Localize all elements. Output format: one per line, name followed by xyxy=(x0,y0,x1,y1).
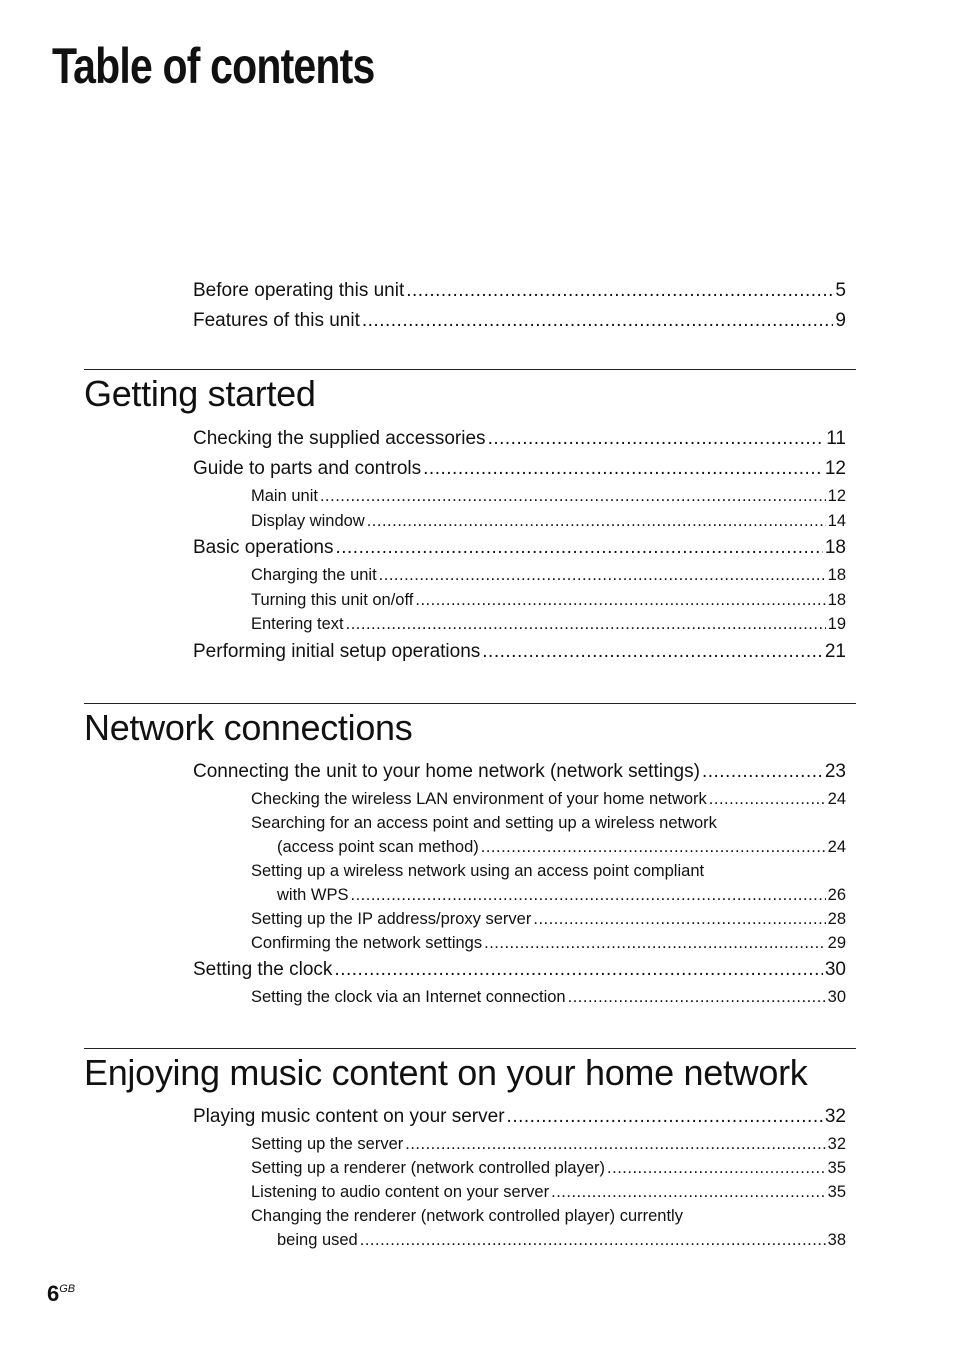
toc-subentry[interactable]: Changing the renderer (network controlled player) currently being used ..... 38 xyxy=(193,1204,846,1252)
intro-entries xyxy=(193,276,846,336)
toc-entry[interactable]: Before operating this unit ..... 5 xyxy=(193,276,846,306)
toc-entry[interactable]: Setting the clock ..... 30 xyxy=(193,955,846,985)
toc-subentry[interactable]: Setting up the IP address/proxy server ..... 28 xyxy=(193,907,846,931)
page-title: Table of contents xyxy=(52,38,375,94)
toc-subentry[interactable]: Listening to audio content on your server ..... 35 xyxy=(193,1180,846,1204)
toc-subentry[interactable]: Setting up the server ..... 32 xyxy=(193,1132,846,1156)
section-heading: Getting started xyxy=(84,373,316,414)
toc-subentry[interactable]: Turning this unit on/off ..... 18 xyxy=(193,588,846,613)
toc-subentry[interactable]: Searching for an access point and setting up a wireless network (access point scan method) ..... 24 xyxy=(193,811,846,859)
toc-entry[interactable]: Features of this unit ..... 9 xyxy=(193,306,846,336)
toc-subentry[interactable]: Main unit ..... 12 xyxy=(193,484,846,509)
section-heading: Network connections xyxy=(84,707,413,748)
toc-entry[interactable]: Connecting the unit to your home network (network settings) ..... 23 xyxy=(193,757,846,787)
toc-subentry[interactable]: Confirming the network settings ..... 29 xyxy=(193,931,846,955)
toc-entry[interactable]: Guide to parts and controls ..... 12 xyxy=(193,454,846,484)
region-code: GB xyxy=(59,1283,76,1295)
toc-subentry[interactable]: Charging the unit ..... 18 xyxy=(193,563,846,588)
section-heading: Enjoying music content on your home network xyxy=(84,1052,808,1093)
toc-subentry[interactable]: Setting up a renderer (network controlled player) ..... 35 xyxy=(193,1156,846,1180)
toc-entry[interactable]: Checking the supplied accessories ..... 11 xyxy=(193,424,846,454)
toc-subentry[interactable]: Checking the wireless LAN environment of your home network ..... 24 xyxy=(193,787,846,811)
section-network-connections xyxy=(84,703,856,1009)
toc-subentry[interactable]: Setting the clock via an Internet connection ..... 30 xyxy=(193,985,846,1009)
toc-entry[interactable]: Basic operations ..... 18 xyxy=(193,533,846,563)
toc-subentry[interactable]: Entering text ..... 19 xyxy=(193,612,846,637)
toc-entry[interactable]: Performing initial setup operations ..... 21 xyxy=(193,637,846,667)
section-getting-started xyxy=(84,369,856,667)
toc-subentry[interactable]: Display window ..... 14 xyxy=(193,509,846,534)
section-enjoying-music xyxy=(84,1048,856,1252)
toc-subentry[interactable]: Setting up a wireless network using an access point compliant with WPS ..... 26 xyxy=(193,859,846,907)
toc-entry[interactable]: Playing music content on your server ..... 32 xyxy=(193,1102,846,1132)
page-number: $6^{GB}$ xyxy=(47,1281,76,1306)
